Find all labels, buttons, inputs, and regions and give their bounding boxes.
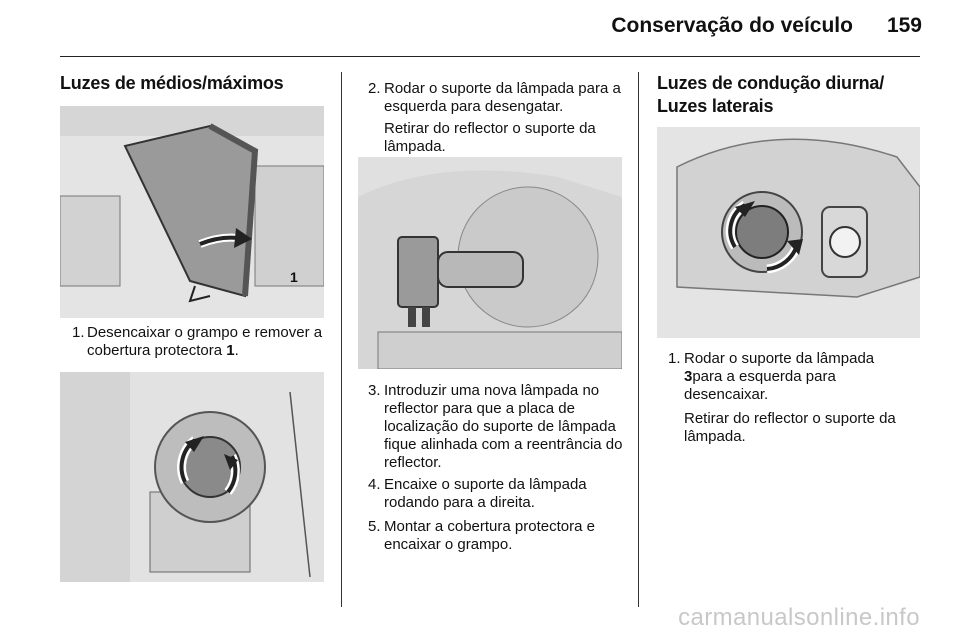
heading-high-low-beam: Luzes de médios/máximos <box>60 73 284 93</box>
column-3 <box>657 72 927 117</box>
figure-bulb-holder-rotate <box>60 372 324 582</box>
figure-drl-holder-rotate <box>657 127 920 338</box>
header-divider <box>60 56 920 57</box>
watermark: carmanualsonline.info <box>678 604 920 631</box>
column-divider-1 <box>341 72 342 607</box>
page-number: 159 <box>886 14 922 37</box>
column-1 <box>60 72 325 95</box>
svg-text:1: 1 <box>290 269 298 285</box>
figure-new-bulb-insert <box>358 157 622 369</box>
heading-drl-side-lights: Luzes de condução diurna/ Luzes laterais <box>657 73 885 116</box>
section-title: Conservação do veículo <box>611 14 853 37</box>
column-divider-2 <box>638 72 639 607</box>
page-header <box>611 14 922 38</box>
figure-headlamp-cover <box>60 106 324 318</box>
